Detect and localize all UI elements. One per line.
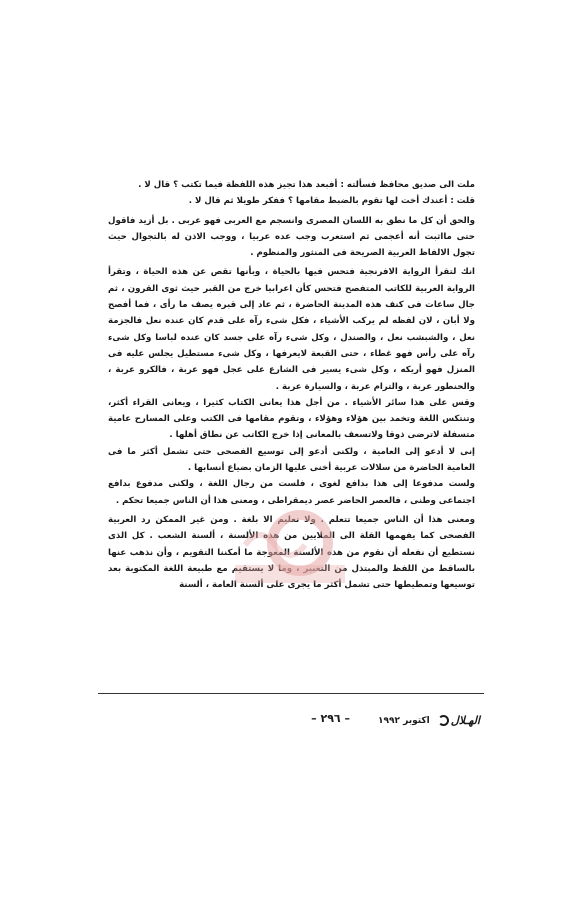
paragraph-5: وقس على هذا سائر الأشياء . من أجل هذا يعانى الكتاب كثيرا ، ويعانى القراء أكثر، وتنتكس اللغة وتخمد بين هؤلاء وهؤلاء ، وتقوم مقامها فى الكتب وعلى المسارح عامية متسفلة لاترضى ذوقا ولاتسعف بالمعانى إذا خرج الكاتب عن نطاق أهلها . — [108, 397, 475, 441]
paragraph-7: ولست مدفوعا إلى هذا بدافع لغوى ، فلست من رجال اللغة ، ولكنى مدفوع بدافع اجتماعى وطنى ، فالعصر الحاضر عصر ديمقراطى ، ومعنى هذا أن الناس جميعا تحكم . — [108, 479, 475, 506]
masthead — [378, 714, 480, 727]
crescent-icon — [438, 715, 449, 726]
paragraph-4: انك لتقرأ الرواية الافرنجية فتحس فيها بالحياة ، وبأنها تقص عن هذه الحياة ، وتقرأ الرواية العربية للكاتب المتفصح فتحس كأن اعرابيا خرج من القبر حيث ثوى القرون ، ثم جال ساعات فى كنف هذه المدينة الحاضرة ، ثم عاد إلى قبره يصف ما رأى ، فما أفصح ولا أبان ، لان لفظه لم يركب الأشياء ، فكل شىء رآه على قدم كان عنده نعل فالجزمة نعل ، والشبشب نعل ، والصندل ، وكل شىء رآه على جسد كان عنده لباسا وكل شىء رآه على رأس فهو غطاء ، حتى القبعة لايعرفها ، وكل شىء مستطيل يجلس عليه فى المنزل فهو أريكه ، وكل شىء يسير فى الشارع على عجل فهو عربة ، فالكرو عربة ، والحنطور عربة ، والترام عربة ، والسيارة عربة . — [108, 267, 475, 392]
paragraph-2: قلت : أعندك أخت لها تقوم بالضبط مقامها ؟ ففكر طويلا ثم قال لا . — [188, 196, 475, 207]
article-body — [108, 177, 475, 593]
paragraph-8: ومعنى هذا أن الناس جميعا تتعلم . ولا تعليم الا بلغة . ومن غير الممكن رد العربية الفصحى كما يفهمها القلة الى الملايين من هذه الألسنة ، ألسنة الشعب . كل الذى نستطيع أن نفعله أن نقوم من هذه الألسنة المعوجة ما أمكننا التقويم ، وأن نذهب عنها بالساقط من اللفظ والمبتذل من التعبير ، وما لا يستقيم مع طبيعة اللغة المكتوبة بعد توسيعها وتمطيطها حتى تشمل أكثر ما يجرى على ألسنة العامة ، ألسنة — [108, 514, 475, 591]
footer-divider — [98, 693, 484, 694]
issue-date: اكتوبر ١٩٩٢ — [378, 715, 430, 726]
magazine-name: الهـلال — [450, 714, 480, 727]
paragraph-3: والحق أن كل ما نطق به اللسان المصرى وانسجم مع العربى فهو عربى . بل أزيد فاقول حتى مااثبت أنه أعجمى ثم استعرب وجب عده عربيا ، ووجب الاذن له بالتجوال حيث تجول الالفاظ العربية الصريحة فى المنثور والمنظوم . — [108, 215, 475, 259]
paragraph-6: إنى لا أدعو إلى العامية ، ولكنى أدعو إلى توسيع الفصحى حتى تشمل أكثر ما فى العامية الحاضرة من سلالات عربية أخنى عليها الزمان بضياع أنسابها . — [108, 446, 475, 474]
page-number: – ٢٩٦ – — [311, 712, 350, 725]
paragraph-1: ملت الى صديق محافظ فسألته : أفبعد هذا تجيز هذه اللفظة فيما تكتب ؟ قال لا . — [138, 180, 475, 190]
page-footer — [100, 712, 480, 734]
